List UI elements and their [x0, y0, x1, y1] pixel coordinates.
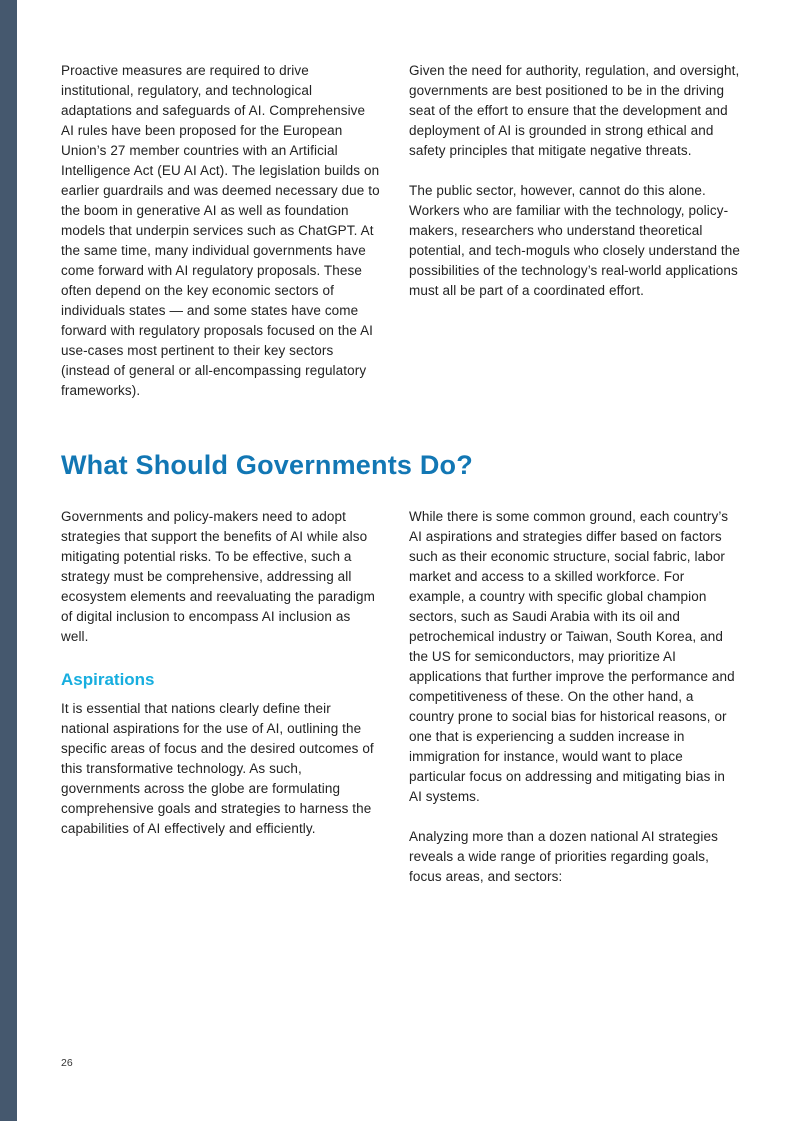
intro-right-column [409, 61, 740, 301]
left-edge-accent-bar [0, 0, 17, 1121]
intro-paragraph: Proactive measures are required to drive institutional, regulatory, and technological adaptations and safeguards of AI. Comprehensive AI rules have been proposed for the European Union’s 27 member countries with an Artificial Intelligence Act (EU AI Act). The legislation builds on earlier guardrails and was deemed necessary due to the boom in generative AI as well as foundation models that underpin services such as ChatGPT. At the same time, many individual governments have come forward with AI regulatory proposals. These often depend on the key economic sectors of individuals states — and some states have come forward with regulatory proposals focused on the AI use-cases most pertinent to their key sectors (instead of general or all-encompassing regulatory frameworks). [61, 63, 380, 398]
intro-paragraph: Given the need for authority, regulation, and oversight, governments are best positioned to be in the driving seat of the effort to ensure that the development and deployment of AI is grounded in strong ethical and safety principles that mitigate negative threats. [409, 63, 740, 158]
section-paragraph: Governments and policy-makers need to adopt strategies that support the benefits of AI while also mitigating potential risks. To be effective, such a strategy must be comprehensive, addressing all ecosystem elements and reevaluating the paradigm of digital inclusion to encompass AI inclusion as well. [61, 509, 375, 644]
page-content [61, 61, 740, 887]
section-paragraph: It is essential that nations clearly define their national aspirations for the use of AI, outlining the specific areas of focus and the desired outcomes of this transformative technology. As such, governments across the globe are formulating comprehensive goals and strategies to harness the capabilities of AI effectively and efficiently. [61, 701, 374, 836]
section-paragraph: Analyzing more than a dozen national AI strategies reveals a wide range of priorities regarding goals, focus areas, and sectors: [409, 829, 718, 884]
aspirations-subheading: Aspirations [61, 670, 155, 689]
section-paragraph: While there is some common ground, each country’s AI aspirations and strategies differ based on factors such as their economic structure, social fabric, labor market and access to a skilled workforce. For example, a country with specific global champion sectors, such as Saudi Arabia with its oil and petrochemical industry or Taiwan, South Korea, and the US for semiconductors, may prioritize AI applications that further improve the performance and competitiveness of these. On the other hand, a country prone to social bias for historical reasons, or one that is experiencing a sudden increase in immigration for instance, would want to place particular focus on addressing and mitigating bias in AI systems. [409, 509, 735, 804]
intro-columns [61, 61, 740, 401]
intro-paragraph: The public sector, however, cannot do this alone. Workers who are familiar with the technology, policy-makers, researchers who understand theoretical potential, and tech-moguls who closely understand the possibilities of the technology’s real-world applications must all be part of a coordinated effort. [409, 183, 741, 298]
section-right-column [409, 507, 740, 887]
section-title: What Should Governments Do? [61, 450, 473, 480]
intro-left-column [61, 61, 381, 401]
section-left-column [61, 507, 381, 839]
section-columns [61, 507, 740, 887]
page-number: 26 [61, 1057, 73, 1069]
